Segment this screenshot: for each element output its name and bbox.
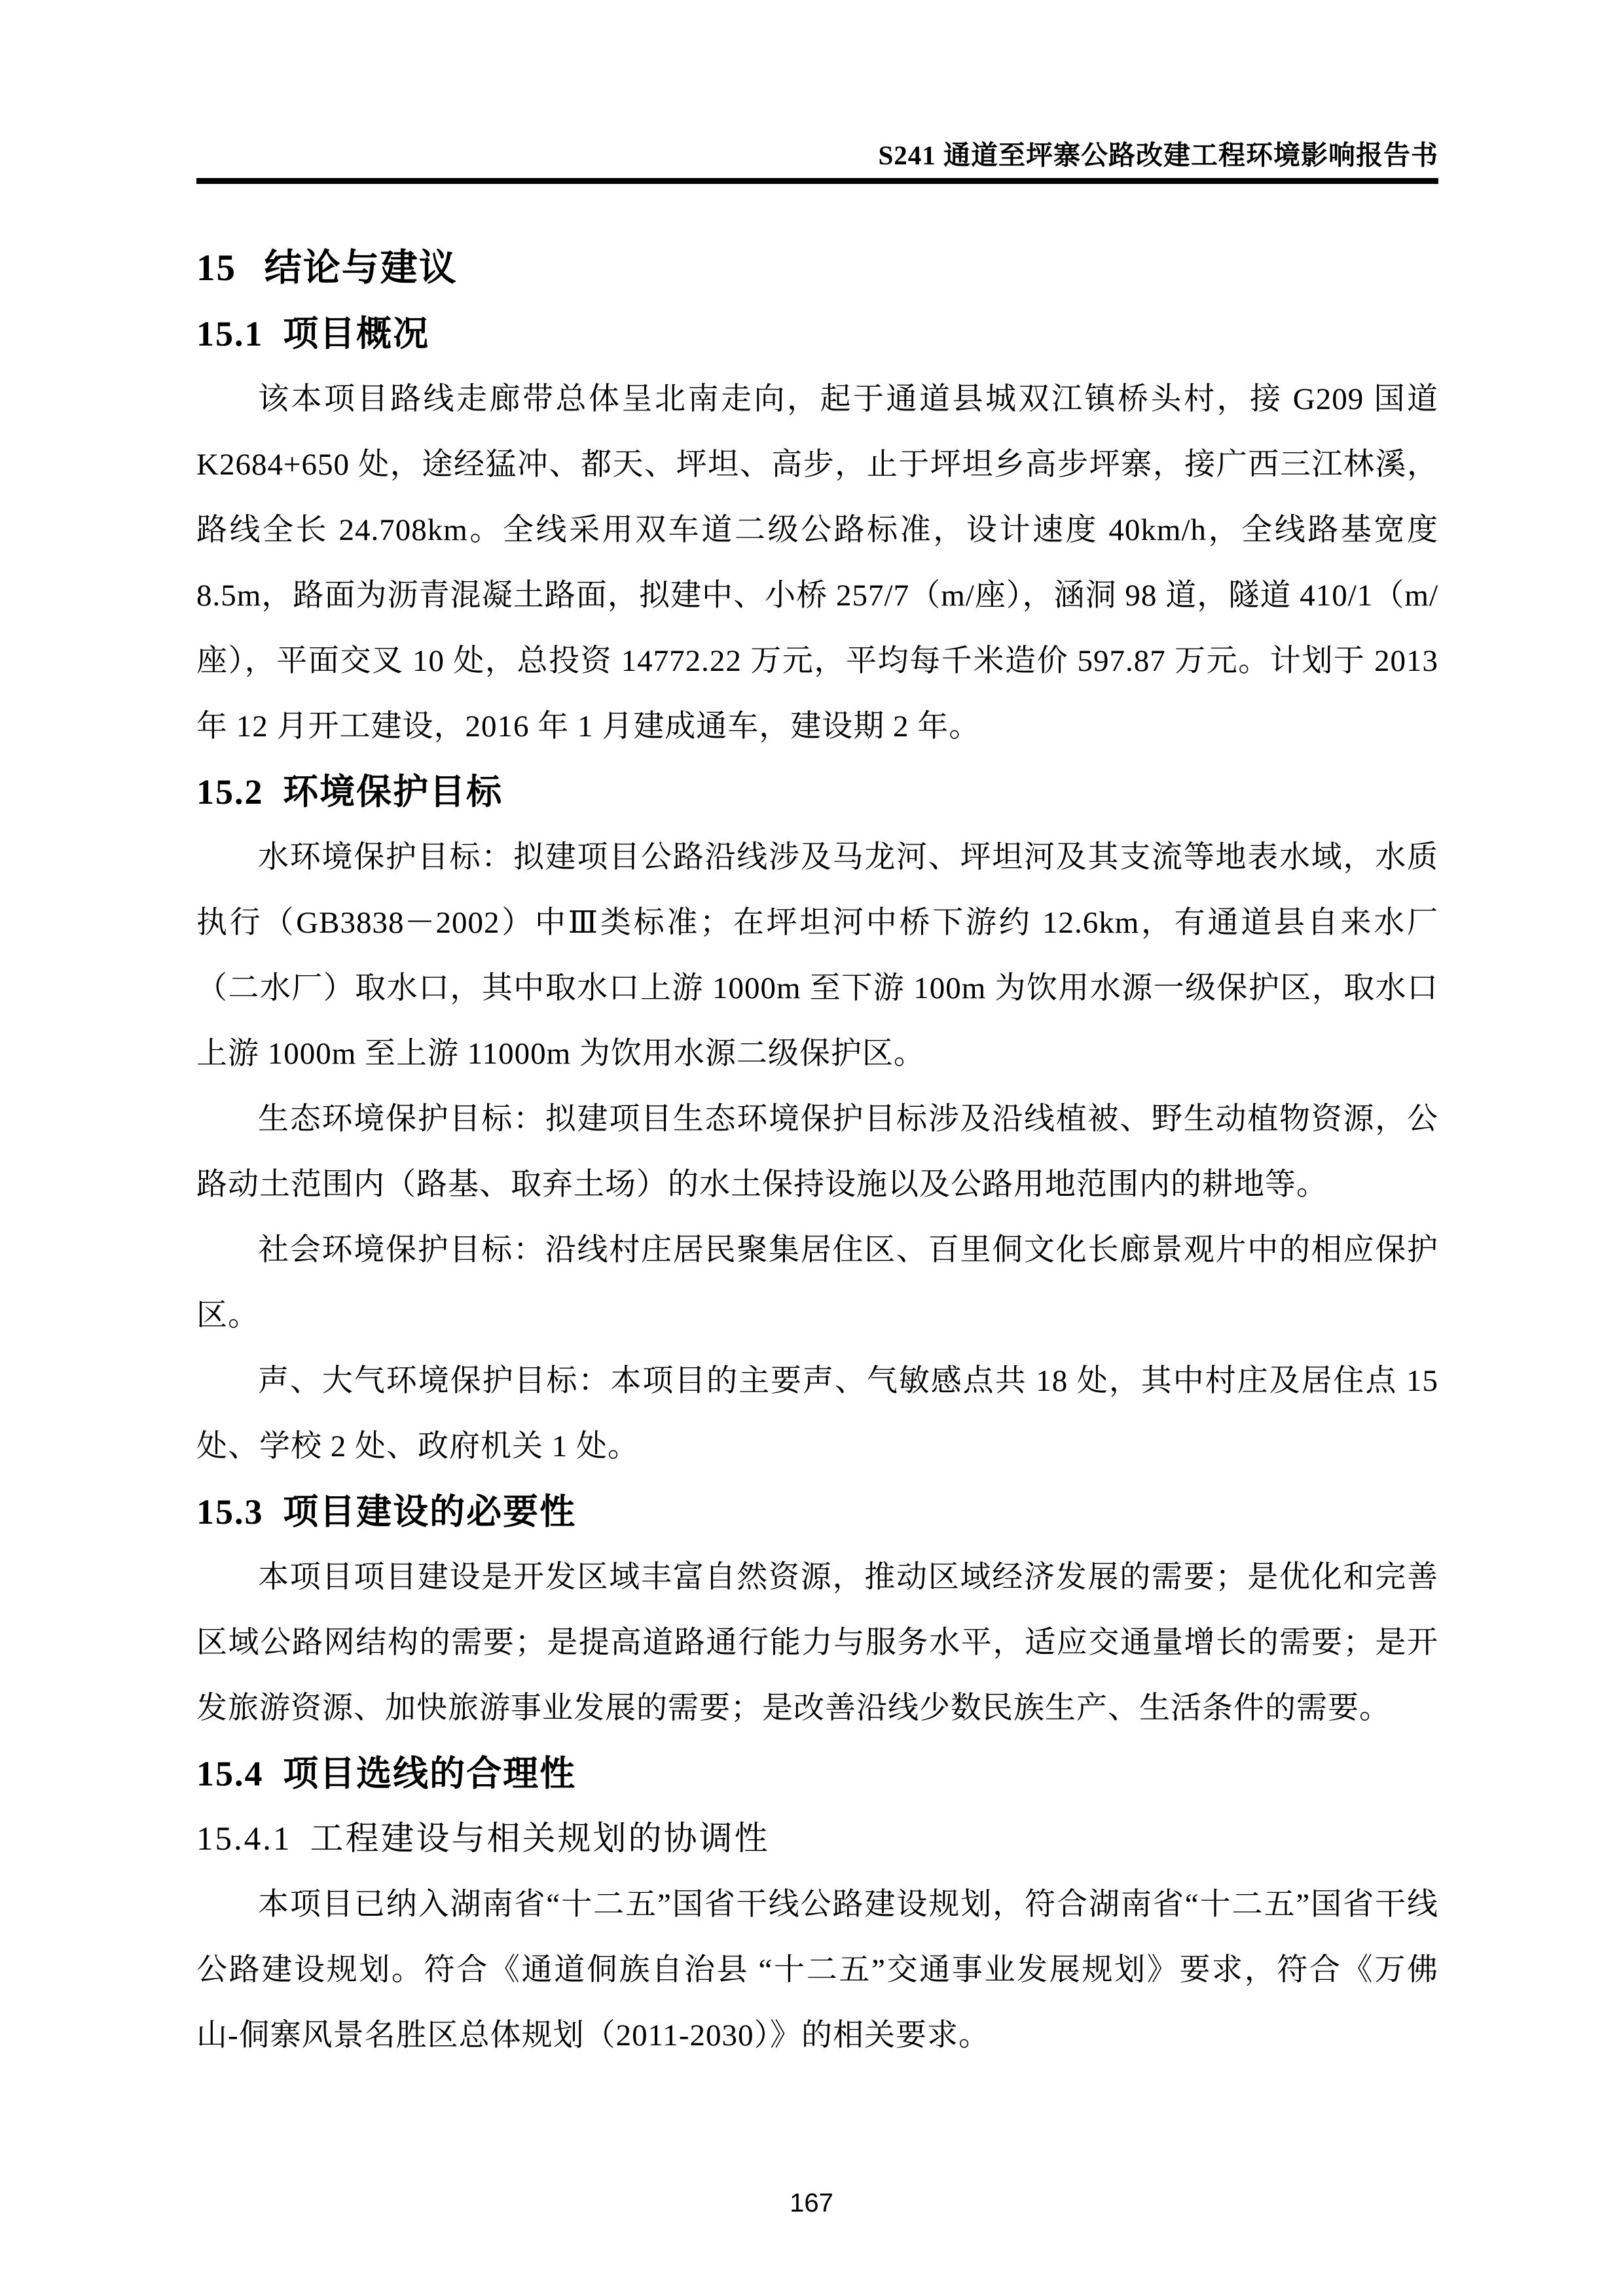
section-title: 环境保护目标 — [283, 772, 503, 812]
section-heading-15-1 — [196, 301, 1438, 367]
section-number: 15.1 — [196, 314, 264, 353]
paragraph-project-overview: 该本项目路线走廊带总体呈北南走向，起于通道县城双江镇桥头村，接 G209 国道 K2684+650 处，途经猛冲、都天、坪坦、高步，止于坪坦乡高步坪寨，接广西三江林溪，路线全长 24.708km。全线采用双车道二级公路标准，设计速度 40km/h，全线路基宽度 8.5m，路面为沥青混凝土路面，拟建中、小桥 257/7（m/座），涵洞 98 道，隧道 410/1（m/座），平面交叉 10 处，总投资 14772.22 万元，平均每千米造价 597.87 万元。计划于 2013 年 12 月开工建设，2016 年 1 月建成通车，建设期 2 年。 — [196, 382, 1438, 744]
page-footer — [0, 2187, 1623, 2219]
subsection-heading-15-4-1 — [196, 1806, 1438, 1872]
paragraph-noise-air-protection: 声、大气环境保护目标：本项目的主要声、气敏感点共 18 处，其中村庄及居住点 15 处、学校 2 处、政府机关 1 处。 — [196, 1364, 1438, 1463]
paragraph-social-protection: 社会环境保护目标：沿线村庄居民聚集居住区、百里侗文化长廊景观片中的相应保护区。 — [196, 1233, 1438, 1333]
section-number: 15.3 — [196, 1492, 264, 1532]
running-header — [196, 139, 1438, 184]
section-heading-15-3 — [196, 1479, 1438, 1545]
section-title: 项目选线的合理性 — [283, 1754, 577, 1793]
chapter-heading — [196, 235, 1438, 301]
paragraph-necessity: 本项目项目建设是开发区域丰富自然资源，推动区域经济发展的需要；是优化和完善区域公路网结构的需要；是提高道路通行能力与服务水平，适应交通量增长的需要；是开发旅游资源、加快旅游事业发展的需要；是改善沿线少数民族生产、生活条件的需要。 — [196, 1560, 1438, 1725]
chapter-title: 结论与建议 — [264, 247, 458, 289]
chapter-number: 15 — [196, 247, 236, 289]
section-title: 项目建设的必要性 — [283, 1492, 577, 1532]
paragraph-ecology-protection: 生态环境保护目标：拟建项目生态环境保护目标涉及沿线植被、野生动植物资源，公路动土范围内（路基、取弃土场）的水土保持设施以及公路用地范围内的耕地等。 — [196, 1102, 1438, 1202]
subsection-number: 15.4.1 — [196, 1821, 292, 1857]
running-header-title: S241 通道至坪寨公路改建工程环境影响报告书 — [878, 140, 1438, 170]
subsection-title: 工程建设与相关规划的协调性 — [310, 1821, 770, 1857]
page-number: 167 — [790, 2189, 833, 2217]
section-heading-15-4 — [196, 1741, 1438, 1806]
paragraph-water-protection: 水环境保护目标：拟建项目公路沿线涉及马龙河、坪坦河及其支流等地表水域，水质执行（GB3838－2002）中Ⅲ类标准；在坪坦河中桥下游约 12.6km，有通道县自来水厂（二水厂）取水口，其中取水口上游 1000m 至下游 100m 为饮用水源一级保护区，取水口上游 1000m 至上游 11000m 为饮用水源二级保护区。 — [196, 840, 1438, 1071]
section-heading-15-2 — [196, 759, 1438, 825]
section-number: 15.2 — [196, 772, 264, 812]
document-content — [196, 235, 1438, 2068]
section-title: 项目概况 — [283, 314, 430, 353]
paragraph-planning-coordination: 本项目已纳入湖南省“十二五”国省干线公路建设规划，符合湖南省“十二五”国省干线公路建设规划。符合《通道侗族自治县 “十二五”交通事业发展规划》要求，符合《万佛山-侗寨风景名胜区总体规划（2011-2030）》的相关要求。 — [196, 1888, 1438, 2053]
section-number: 15.4 — [196, 1754, 264, 1793]
header-rule — [196, 178, 1438, 184]
